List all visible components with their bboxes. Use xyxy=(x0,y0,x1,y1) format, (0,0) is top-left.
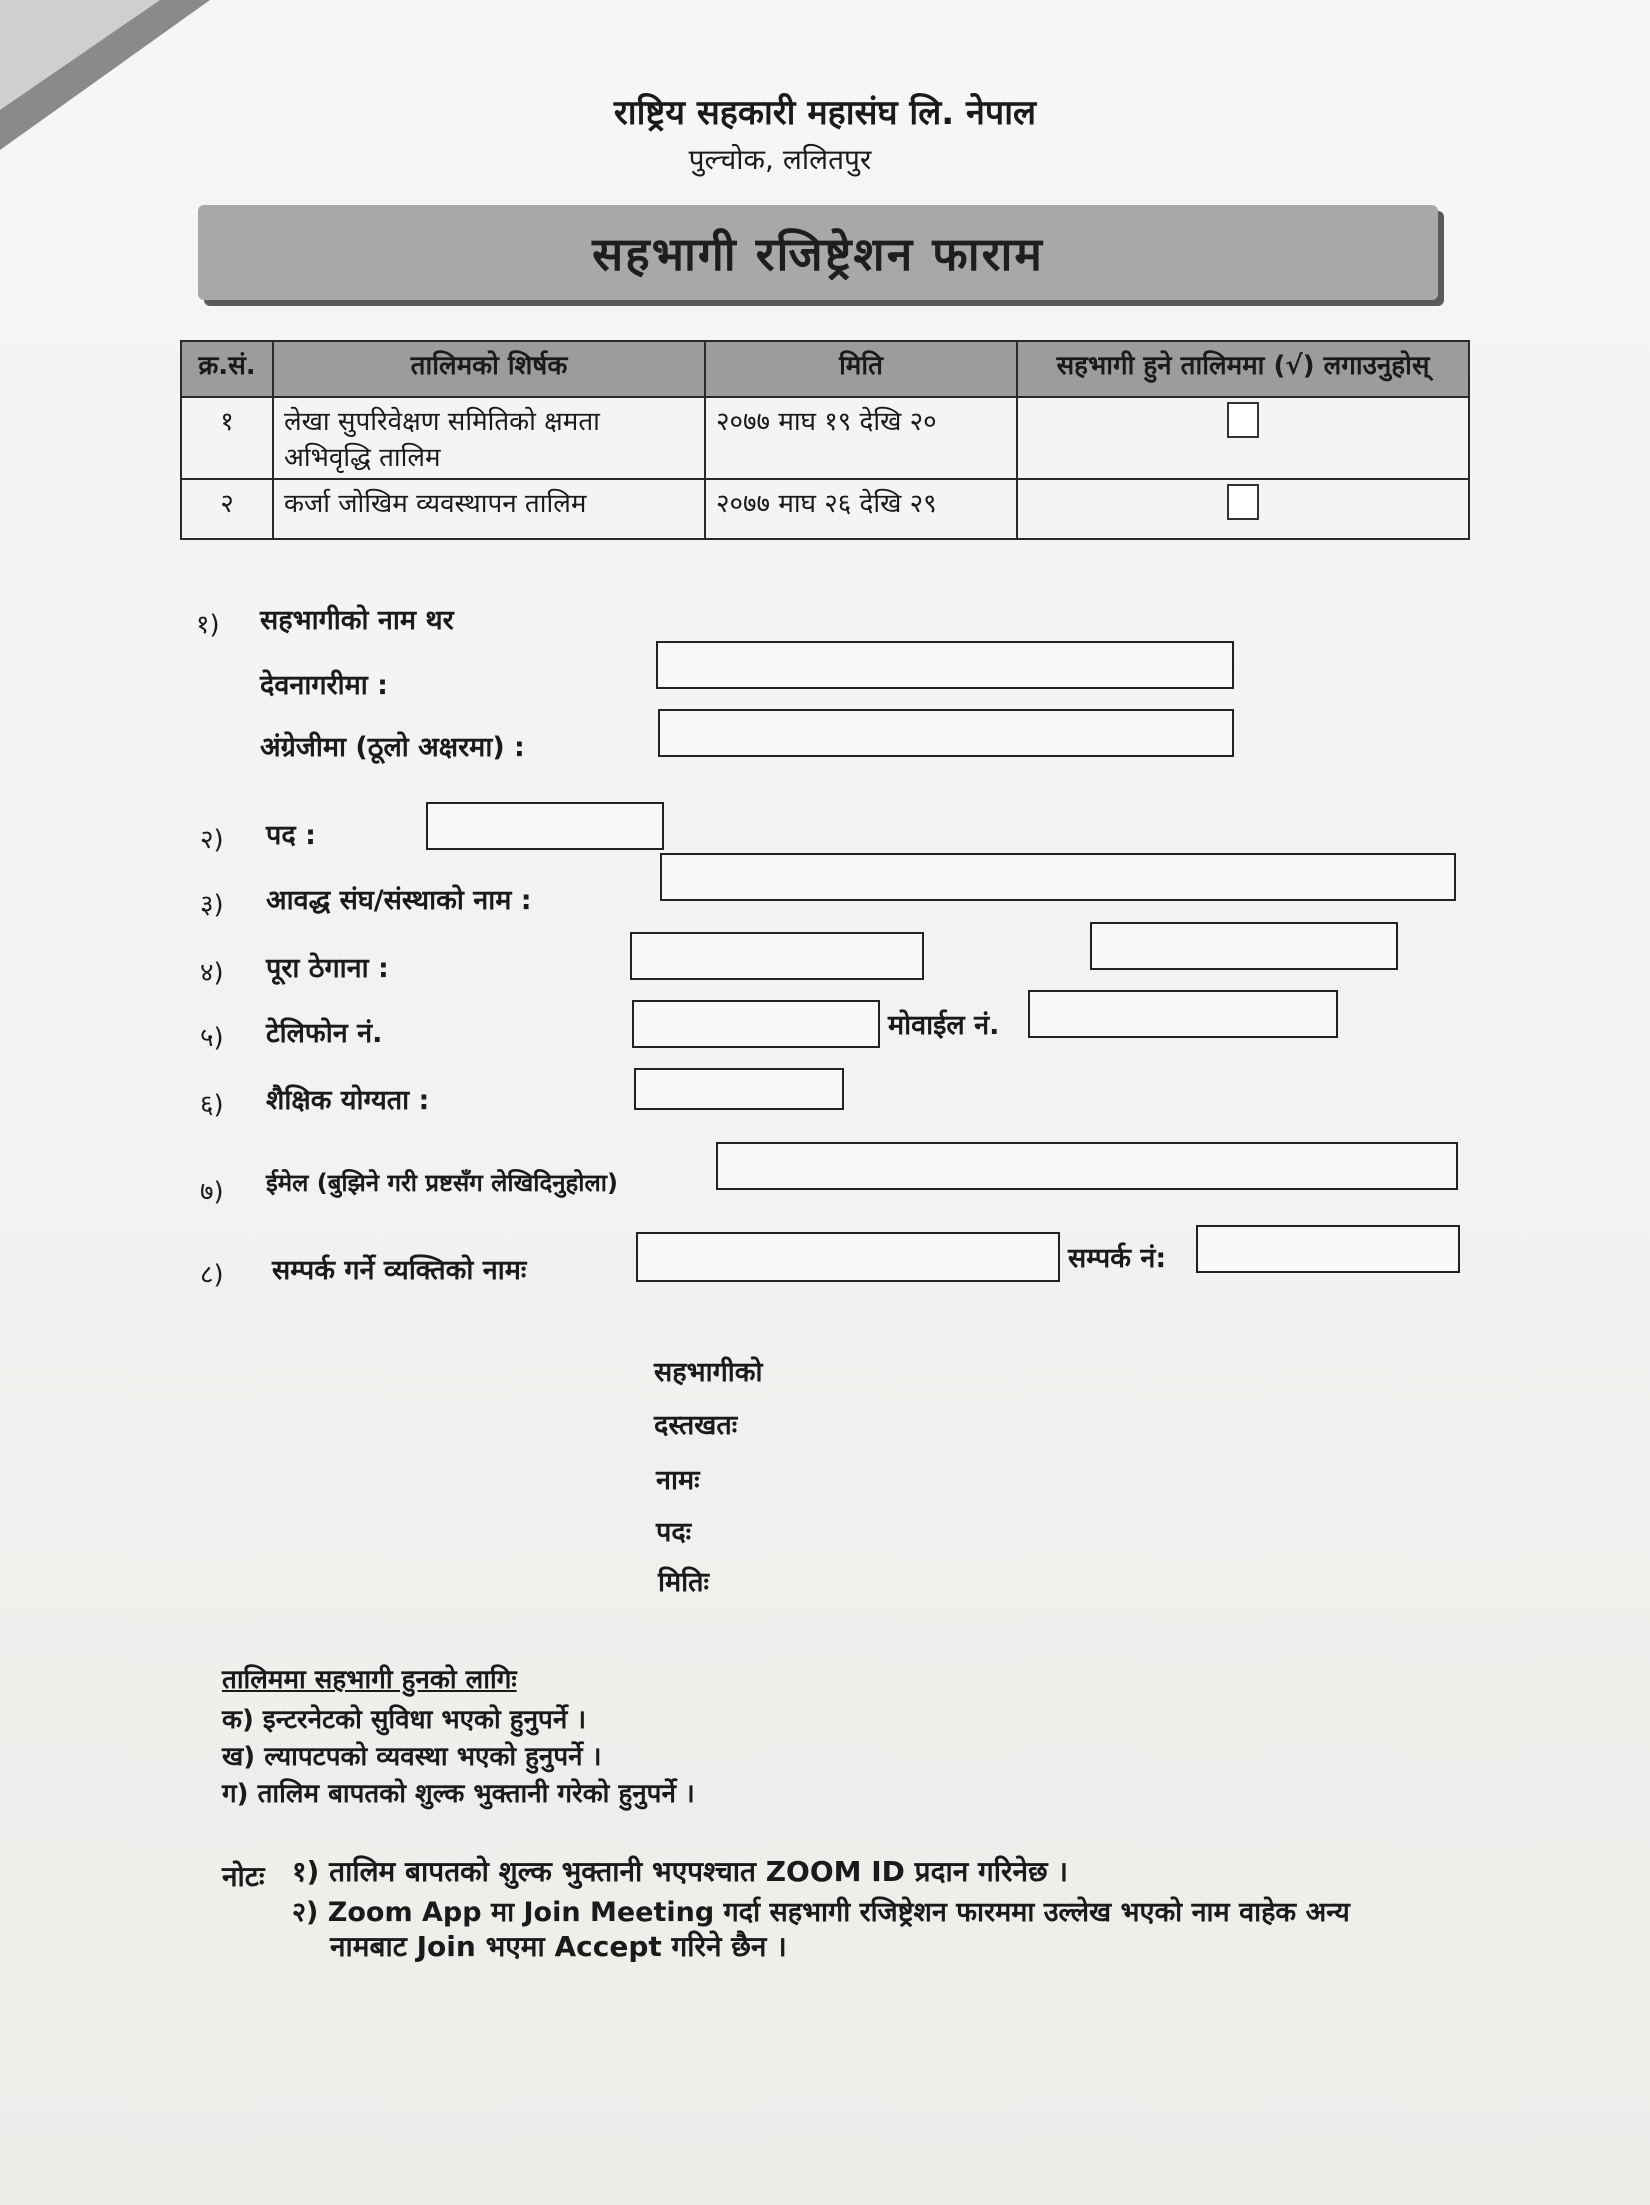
organization-name-label: आवद्ध संघ/संस्थाको नाम : xyxy=(266,885,532,916)
row-date: २०७७ माघ १९ देखि २० xyxy=(705,397,1017,479)
signature-name-label: नामः xyxy=(656,1465,700,1496)
field-number: ६) xyxy=(200,1090,224,1120)
organization-name-input[interactable] xyxy=(660,853,1456,901)
table-row xyxy=(181,479,1469,539)
requirement-item: क) इन्टरनेटको सुविधा भएको हुनुपर्ने । xyxy=(222,1705,587,1735)
row-title-line: कर्जा जोखिम व्यवस्थापन तालिम xyxy=(284,489,587,519)
requirements-heading: तालिममा सहभागी हुनको लागिः xyxy=(222,1665,517,1695)
form-title: सहभागी रजिष्ट्रेशन फाराम xyxy=(592,227,1044,281)
field-number: १) xyxy=(196,610,220,640)
row-sn: १ xyxy=(181,397,273,479)
training-checkbox-1[interactable] xyxy=(1227,402,1259,438)
table-header-row xyxy=(181,341,1469,397)
col-header-sn: क्र.सं. xyxy=(181,341,273,397)
row-title-line: लेखा सुपरिवेक्षण समितिको क्षमता xyxy=(284,407,600,437)
contact-number-label: सम्पर्क नं: xyxy=(1068,1243,1167,1274)
english-name-input[interactable] xyxy=(658,709,1234,757)
row-title xyxy=(273,397,705,479)
mobile-label: मोवाईल नं. xyxy=(888,1010,1000,1041)
field-number: ५) xyxy=(200,1023,224,1053)
participant-name-label: सहभागीको नाम थर xyxy=(260,605,454,636)
signature-label: दस्तखतः xyxy=(654,1410,738,1441)
requirement-item: ग) तालिम बापतको शुल्क भुक्तानी गरेको हुनुपर्ने । xyxy=(222,1779,695,1809)
education-label: शैक्षिक योग्यता : xyxy=(266,1085,430,1116)
row-select-cell xyxy=(1017,479,1469,539)
english-name-label: अंग्रेजीमा (ठूलो अक्षरमा) : xyxy=(260,732,525,763)
row-sn: २ xyxy=(181,479,273,539)
address-input-1[interactable] xyxy=(630,932,924,980)
training-checkbox-2[interactable] xyxy=(1227,484,1259,520)
row-title xyxy=(273,479,705,539)
contact-person-label: सम्पर्क गर्ने व्यक्तिको नामः xyxy=(272,1255,527,1286)
signature-post-label: पदः xyxy=(656,1517,692,1548)
col-header-title: तालिमको शिर्षक xyxy=(273,341,705,397)
note-item-1: १) तालिम बापतको शुल्क भुक्तानी भएपश्चात ZOOM ID प्रदान गरिनेछ । xyxy=(292,1855,1068,1888)
row-date: २०७७ माघ २६ देखि २९ xyxy=(705,479,1017,539)
note-item-2-cont: नामबाट Join भएमा Accept गरिने छैन । xyxy=(330,1930,787,1963)
telephone-input[interactable] xyxy=(632,1000,880,1048)
row-title-line: अभिवृद्धि तालिम xyxy=(284,443,441,473)
full-address-label: पूरा ठेगाना : xyxy=(266,953,389,984)
field-number: ४) xyxy=(200,958,224,988)
org-name: राष्ट्रिय सहकारी महासंघ लि. नेपाल xyxy=(613,93,1037,133)
email-input[interactable] xyxy=(716,1142,1458,1190)
mobile-input[interactable] xyxy=(1028,990,1338,1038)
org-address: पुल्चोक, ललितपुर xyxy=(688,143,872,176)
trainings-table xyxy=(180,340,1470,540)
address-input-2[interactable] xyxy=(1090,922,1398,970)
field-number: ३) xyxy=(200,890,224,920)
note-label: नोटः xyxy=(222,1860,265,1893)
devanagari-name-label: देवनागरीमा : xyxy=(260,670,388,701)
post-input[interactable] xyxy=(426,802,664,850)
field-number: २) xyxy=(200,825,224,855)
devanagari-name-input[interactable] xyxy=(656,641,1234,689)
education-input[interactable] xyxy=(634,1068,844,1110)
signature-date-label: मितिः xyxy=(658,1567,709,1598)
telephone-label: टेलिफोन नं. xyxy=(266,1018,383,1049)
signature-heading: सहभागीको xyxy=(654,1357,763,1388)
col-header-date: मिति xyxy=(705,341,1017,397)
col-header-select: सहभागी हुने तालिममा (√) लगाउनुहोस् xyxy=(1017,341,1469,397)
contact-person-input[interactable] xyxy=(636,1232,1060,1282)
row-select-cell xyxy=(1017,397,1469,479)
field-number: ८) xyxy=(200,1260,224,1290)
contact-number-input[interactable] xyxy=(1196,1225,1460,1273)
post-label: पद : xyxy=(266,820,316,851)
note-item-2: २) Zoom App मा Join Meeting गर्दा सहभागी रजिष्ट्रेशन फारममा उल्लेख भएको नाम वाहेक अन्य xyxy=(292,1897,1350,1928)
field-number: ७) xyxy=(200,1177,224,1207)
requirement-item: ख) ल्यापटपको व्यवस्था भएको हुनुपर्ने । xyxy=(222,1742,602,1772)
email-label: ईमेल (बुझिने गरी प्रष्टसँग लेखिदिनुहोला) xyxy=(266,1169,618,1197)
table-row xyxy=(181,397,1469,479)
